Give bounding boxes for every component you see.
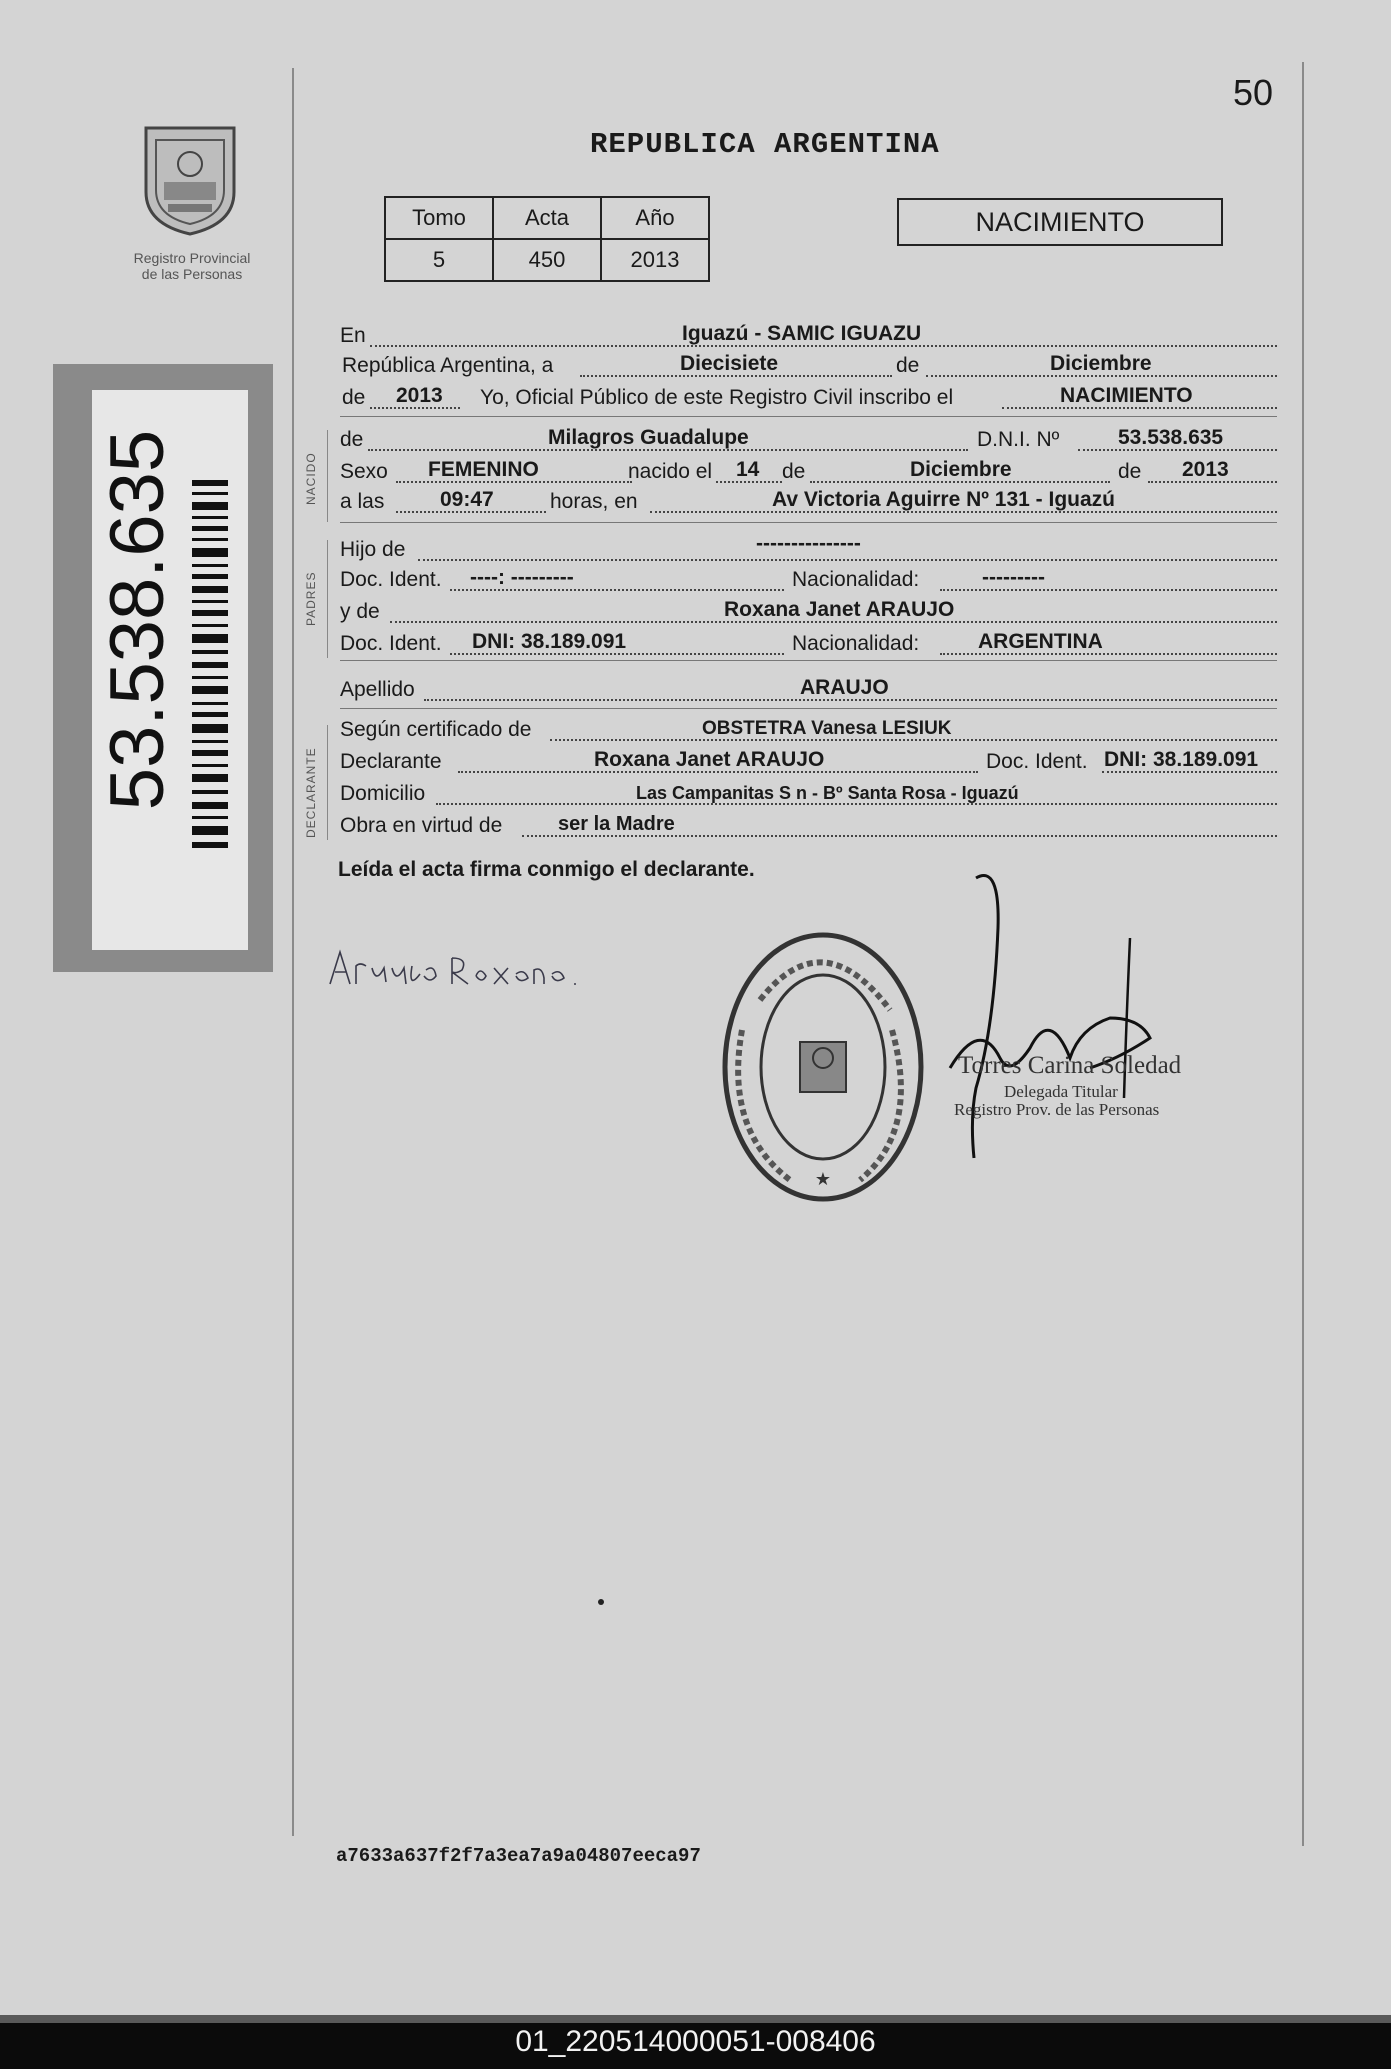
surname-value: ARAUJO (800, 676, 889, 699)
document-hash: a7633a637f2f7a3ea7a9a04807eeca97 (336, 1845, 701, 1867)
label-horas-en: horas, en (550, 490, 638, 513)
birth-day-value: 14 (736, 458, 760, 481)
month-value: Diciembre (1050, 352, 1152, 375)
father-doc-value: ----: --------- (470, 566, 574, 589)
label-obra: Obra en virtud de (340, 814, 503, 837)
logo-caption-line2: de las Personas (141, 266, 243, 282)
place-value: Iguazú - SAMIC IGUAZU (682, 322, 922, 345)
label-de-nombre: de (340, 428, 364, 451)
row-apellido (340, 676, 1277, 706)
section-label-declarante: DECLARANTE (304, 747, 318, 838)
separator (340, 416, 1277, 417)
footer-band (0, 2015, 1391, 2023)
registry-table (384, 196, 710, 282)
official-handwritten-signature (940, 868, 1200, 1168)
footer-bar (0, 2015, 1391, 2069)
officer-text: Yo, Oficial Público de este Registro Civil inscribo el (480, 386, 954, 409)
label-nacionalidad: Nacionalidad: (792, 568, 920, 591)
dotted-line (418, 559, 1277, 561)
svg-text:★: ★ (814, 1169, 832, 1189)
label-doc-ident-declarante: Doc. Ident. (986, 750, 1088, 773)
newborn-dni-value: 53.538.635 (1118, 426, 1224, 449)
year-value: 2013 (396, 384, 443, 407)
label-apellido: Apellido (340, 678, 415, 701)
section-rule-declarante (327, 725, 328, 840)
label-sexo: Sexo (340, 460, 388, 483)
reason-value: ser la Madre (558, 813, 675, 835)
act-value: NACIMIENTO (1060, 384, 1193, 407)
day-text-value: Diecisiete (680, 352, 779, 375)
label-doc-ident-mother: Doc. Ident. (340, 632, 442, 655)
page-number: 50 (1233, 72, 1274, 113)
left-border-line (292, 68, 294, 1836)
document-title: REPUBLICA ARGENTINA (590, 128, 940, 161)
label-doc-ident: Doc. Ident. (340, 568, 442, 591)
logo-caption-line1: Registro Provincial (133, 250, 251, 266)
right-border-line (1302, 62, 1304, 1846)
declarant-handwritten-signature (326, 944, 616, 994)
tomo-value: 5 (385, 239, 493, 281)
row-hijo-de (340, 532, 1277, 566)
barcode-number: 53.538.635 (95, 429, 180, 811)
section-label-padres: PADRES (304, 571, 318, 626)
label-declarante: Declarante (340, 750, 442, 773)
label-en: En (340, 324, 366, 347)
mother-nationality-value: ARGENTINA (978, 630, 1103, 653)
row-hora (340, 488, 1277, 518)
stray-dot (598, 1599, 604, 1605)
section-rule-padres (327, 540, 328, 658)
closing-statement: Leída el acta firma conmigo el declarante. (338, 858, 755, 881)
sex-value: FEMENINO (428, 458, 539, 481)
separator (340, 708, 1277, 709)
row-nombre (340, 426, 1277, 456)
barcode (192, 480, 228, 850)
label-de-year: de (342, 386, 366, 409)
father-name-value: --------------- (756, 532, 861, 555)
declarant-name-value: Roxana Janet ARAUJO (594, 748, 825, 771)
label-nacido-el: nacido el (628, 460, 713, 483)
mother-doc-value: DNI: 38.189.091 (472, 630, 627, 653)
separator (340, 522, 1277, 523)
row-sexo (340, 458, 1277, 488)
birth-month-value: Diciembre (910, 458, 1012, 481)
separator (340, 660, 1277, 661)
birth-address-value: Av Victoria Aguirre Nº 131 - Iguazú (772, 488, 1115, 511)
row-mother-doc (340, 630, 1277, 660)
acta-header: Acta (493, 197, 601, 239)
mother-name-value: Roxana Janet ARAUJO (724, 598, 955, 621)
label-certificado: Según certificado de (340, 718, 532, 741)
label-de: de (896, 354, 920, 377)
section-rule-nacido (327, 430, 328, 522)
label-nacionalidad-mother: Nacionalidad: (792, 632, 920, 655)
anio-header: Año (601, 197, 709, 239)
label-a-las: a las (340, 490, 385, 513)
label-hijo-de: Hijo de (340, 538, 406, 561)
row-inscribo (340, 384, 1277, 414)
label-de-year2: de (1118, 460, 1142, 483)
row-domicilio (340, 780, 1277, 810)
address-value: Las Campanitas S n - Bº Santa Rosa - Iguazú (636, 783, 1019, 803)
provincial-logo (138, 120, 242, 238)
official-institution: Registro Prov. de las Personas (954, 1100, 1160, 1119)
tomo-header: Tomo (385, 197, 493, 239)
label-republica: República Argentina, a (342, 354, 554, 377)
newborn-name-value: Milagros Guadalupe (548, 426, 749, 449)
row-y-de (340, 598, 1277, 628)
act-type-box: NACIMIENTO (897, 198, 1223, 246)
label-domicilio: Domicilio (340, 782, 426, 805)
label-y-de: y de (340, 600, 380, 623)
father-nationality-value: --------- (982, 566, 1045, 589)
label-dni: D.N.I. Nº (977, 428, 1060, 451)
official-seal (720, 930, 926, 1204)
row-father-doc (340, 566, 1277, 596)
row-obra (340, 812, 1277, 842)
birth-year-value: 2013 (1182, 458, 1229, 481)
birth-time-value: 09:47 (440, 488, 494, 511)
footer-id: 01_220514000051-008406 (515, 2025, 876, 2058)
official-role: Delegada Titular (1004, 1082, 1118, 1101)
declarant-doc-value: DNI: 38.189.091 (1104, 748, 1259, 771)
logo-caption (122, 250, 262, 282)
row-fecha (340, 352, 1277, 382)
anio-value: 2013 (601, 239, 709, 281)
section-label-nacido: NACIDO (304, 452, 318, 505)
certificate-value: OBSTETRA Vanesa LESIUK (702, 718, 952, 739)
row-declarante (340, 748, 1277, 778)
label-de-month: de (782, 460, 806, 483)
official-name: Torres Carina Soledad (958, 1052, 1182, 1079)
acta-value: 450 (493, 239, 601, 281)
row-certificado (340, 716, 1277, 746)
row-en (340, 322, 1277, 352)
